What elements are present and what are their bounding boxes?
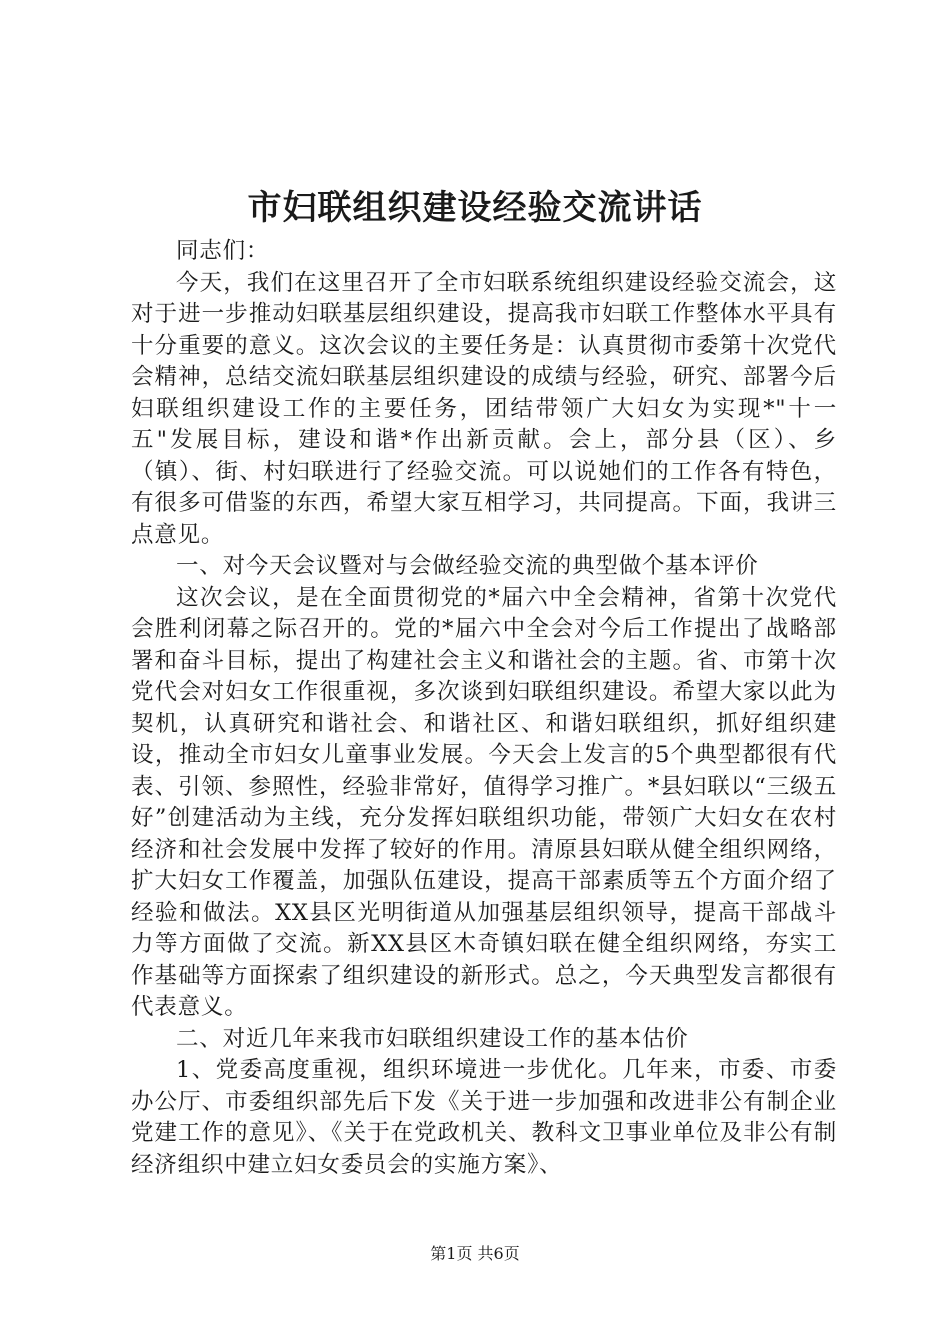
section-heading-1: 一、对今天会议暨对与会做经验交流的典型做个基本评价 (176, 553, 759, 579)
paragraph-section-1: 这次会议，是在全面贯彻党的*届六中全会精神，省第十次党代会胜利闭幕之际召开的。党的*届六中全会对今后工作提出了战略部署和奋斗目标，提出了构建社会主义和谐社会的主题。省、市第十次党代会对妇女工作很重视，多次谈到妇联组织建设。希望大家以此为契机，认真研究和谐社会、和谐社区、和谐妇联组织，抓好组织建设，推动全市妇女儿童事业发展。今天会上发言的5个典型都很有代表、引领、参照性，经验非常好，值得学习推广。*县妇联以“三级五好”创建活动为主线，充分发挥妇联组织功能，带领广大妇女在农村经济和社会发展中发挥了较好的作用。清原县妇联从健全组织网络，扩大妇女工作覆盖，加强队伍建设，提高干部素质等五个方面介绍了经验和做法。XX县区光明街道从加强基层组织领导，提高干部战斗力等方面做了交流。新XX县区木奇镇妇联在健全组织网络，夯实工作基础等方面探索了组织建设的新形式。总之，今天典型发言都很有代表意义。 (131, 584, 837, 1020)
salutation: 同志们： (176, 238, 270, 264)
document-title: 市妇联组织建设经验交流讲话 (247, 188, 703, 228)
page-footer: 第1页 共6页 (430, 1244, 520, 1263)
document-body (131, 236, 837, 1181)
section-heading-2: 二、对近几年来我市妇联组织建设工作的基本估价 (176, 1025, 689, 1052)
paragraph-section-2: 1、党委高度重视，组织环境进一步优化。几年来，市委、市委办公厅、市委组织部先后下发《关于进一步加强和改进非公有制企业党建工作的意见》、《关于在党政机关、教科文卫事业单位及非公有制经济组织中建立妇女委员会的实施方案》、 (131, 1057, 837, 1178)
paragraph-intro: 今天，我们在这里召开了全市妇联系统组织建设经验交流会，这对于进一步推动妇联基层组织建设，提高我市妇联工作整体水平具有十分重要的意义。这次会议的主要任务是：认真贯彻市委第十次党代会精神，总结交流妇联基层组织建设的成绩与经验，研究、部署今后妇联组织建设工作的主要任务，团结带领广大妇女为实现*"十一五"发展目标，建设和谐*作出新贡献。会上，部分县（区）、乡（镇）、街、村妇联进行了经验交流。可以说她们的工作各有特色，有很多可借鉴的东西，希望大家互相学习，共同提高。下面，我讲三点意见。 (131, 269, 837, 548)
